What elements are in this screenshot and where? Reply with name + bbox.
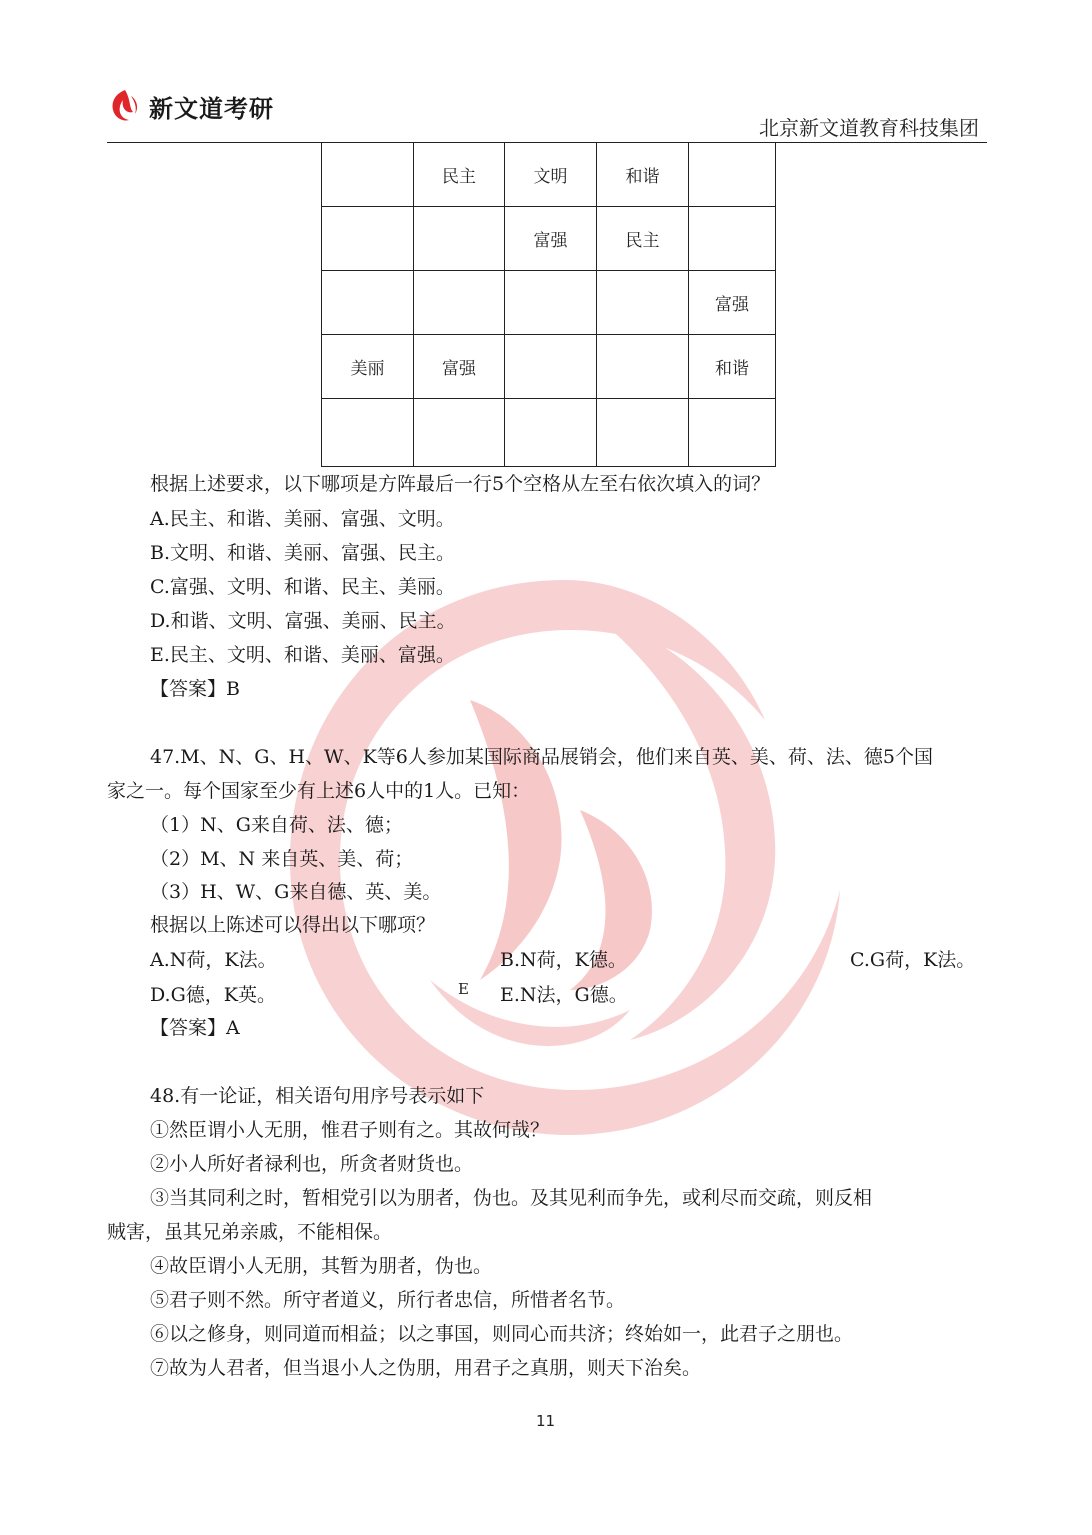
matrix-cell: [322, 143, 414, 207]
q47-option-d: D.G德，K英。: [150, 984, 276, 1006]
matrix-cell: 民主: [597, 207, 689, 271]
q46-answer: 【答案】B: [150, 678, 240, 700]
q48-statement-6: ⑥以之修身，则同道而相益；以之事国，则同心而共济；终始如一，此君子之朋也。: [150, 1323, 854, 1345]
matrix-cell: [597, 399, 689, 467]
q47-stem-line2: 家之一。每个国家至少有上述6人中的1人。已知：: [107, 780, 531, 802]
q47-option-b: B.N荷，K德。: [500, 949, 627, 971]
matrix-cell: [505, 271, 597, 335]
q46-option-c: C.富强、文明、和谐、民主、美丽。: [150, 576, 455, 598]
q47-option-e: E.N法，G德。: [500, 984, 628, 1006]
matrix-cell: [322, 271, 414, 335]
matrix-cell: [414, 399, 505, 467]
logo-text: 新文道考研: [149, 94, 274, 123]
matrix-cell: [689, 143, 776, 207]
flame-logo-icon: [107, 88, 143, 124]
q47-stem-line1: 47.M、N、G、H、W、K等6人参加某国际商品展销会，他们来自英、美、荷、法、德5个国: [150, 746, 933, 768]
matrix-row: [322, 271, 776, 335]
matrix-row: [322, 335, 776, 399]
matrix-cell: [505, 399, 597, 467]
q46-option-d: D.和谐、文明、富强、美丽、民主。: [150, 610, 456, 632]
matrix-cell: [505, 335, 597, 399]
matrix-cell: 富强: [689, 271, 776, 335]
q48-statement-3: ③当其同利之时，暂相党引以为朋者，伪也。及其见利而争先，或利尽而交疏，则反相: [150, 1187, 873, 1209]
q48-intro: 48.有一论证，相关语句用序号表示如下: [150, 1085, 485, 1107]
matrix-cell: 民主: [414, 143, 505, 207]
q47-prompt: 根据以上陈述可以得出以下哪项？: [150, 914, 436, 936]
stray-mark: E: [458, 980, 469, 998]
q46-option-b: B.文明、和谐、美丽、富强、民主。: [150, 542, 456, 564]
matrix-row: [322, 207, 776, 271]
q46-prompt: 根据上述要求，以下哪项是方阵最后一行5个空格从左至右依次填入的词？: [150, 473, 771, 495]
matrix-cell: [322, 399, 414, 467]
matrix-cell: [414, 271, 505, 335]
matrix-cell: [597, 335, 689, 399]
company-name: 北京新文道教育科技集团: [759, 116, 979, 140]
word-matrix: [321, 142, 776, 467]
page-number: 11: [536, 1412, 556, 1430]
matrix-row: [322, 143, 776, 207]
q47-condition-3: （3）H、W、G来自德、英、美。: [150, 881, 442, 903]
q48-statement-5: ⑤君子则不然。所守者道义，所行者忠信，所惜者名节。: [150, 1289, 626, 1311]
q47-condition-2: （2）M、N 来自英、美、荷；: [150, 848, 414, 870]
matrix-cell: [414, 207, 505, 271]
matrix-cell: [597, 271, 689, 335]
matrix-cell: 和谐: [689, 335, 776, 399]
q47-option-a: A.N荷，K法。: [150, 949, 277, 971]
q47-answer: 【答案】A: [150, 1017, 240, 1039]
q48-statement-7: ⑦故为人君者，但当退小人之伪朋，用君子之真朋，则天下治矣。: [150, 1357, 702, 1379]
matrix-cell: [689, 207, 776, 271]
q48-statement-4: ④故臣谓小人无朋，其暂为朋者，伪也。: [150, 1255, 493, 1277]
q46-option-a: A.民主、和谐、美丽、富强、文明。: [150, 508, 455, 530]
q48-statement-2: ②小人所好者禄利也，所贪者财货也。: [150, 1153, 474, 1175]
matrix-cell: 文明: [505, 143, 597, 207]
matrix-cell: 富强: [505, 207, 597, 271]
page-header: [107, 86, 987, 143]
logo: [107, 88, 274, 124]
q47-option-c: C.G荷，K法。: [850, 949, 976, 971]
q46-option-e: E.民主、文明、和谐、美丽、富强。: [150, 644, 455, 666]
matrix-cell: 美丽: [322, 335, 414, 399]
matrix-cell: [322, 207, 414, 271]
q47-condition-1: （1）N、G来自荷、法、德；: [150, 814, 403, 836]
matrix-cell: 富强: [414, 335, 505, 399]
q48-statement-1: ①然臣谓小人无朋，惟君子则有之。其故何哉？: [150, 1119, 550, 1141]
matrix-row: [322, 399, 776, 467]
matrix-cell: [689, 399, 776, 467]
matrix-cell: 和谐: [597, 143, 689, 207]
q48-statement-3-cont: 贼害，虽其兄弟亲戚，不能相保。: [107, 1221, 393, 1243]
